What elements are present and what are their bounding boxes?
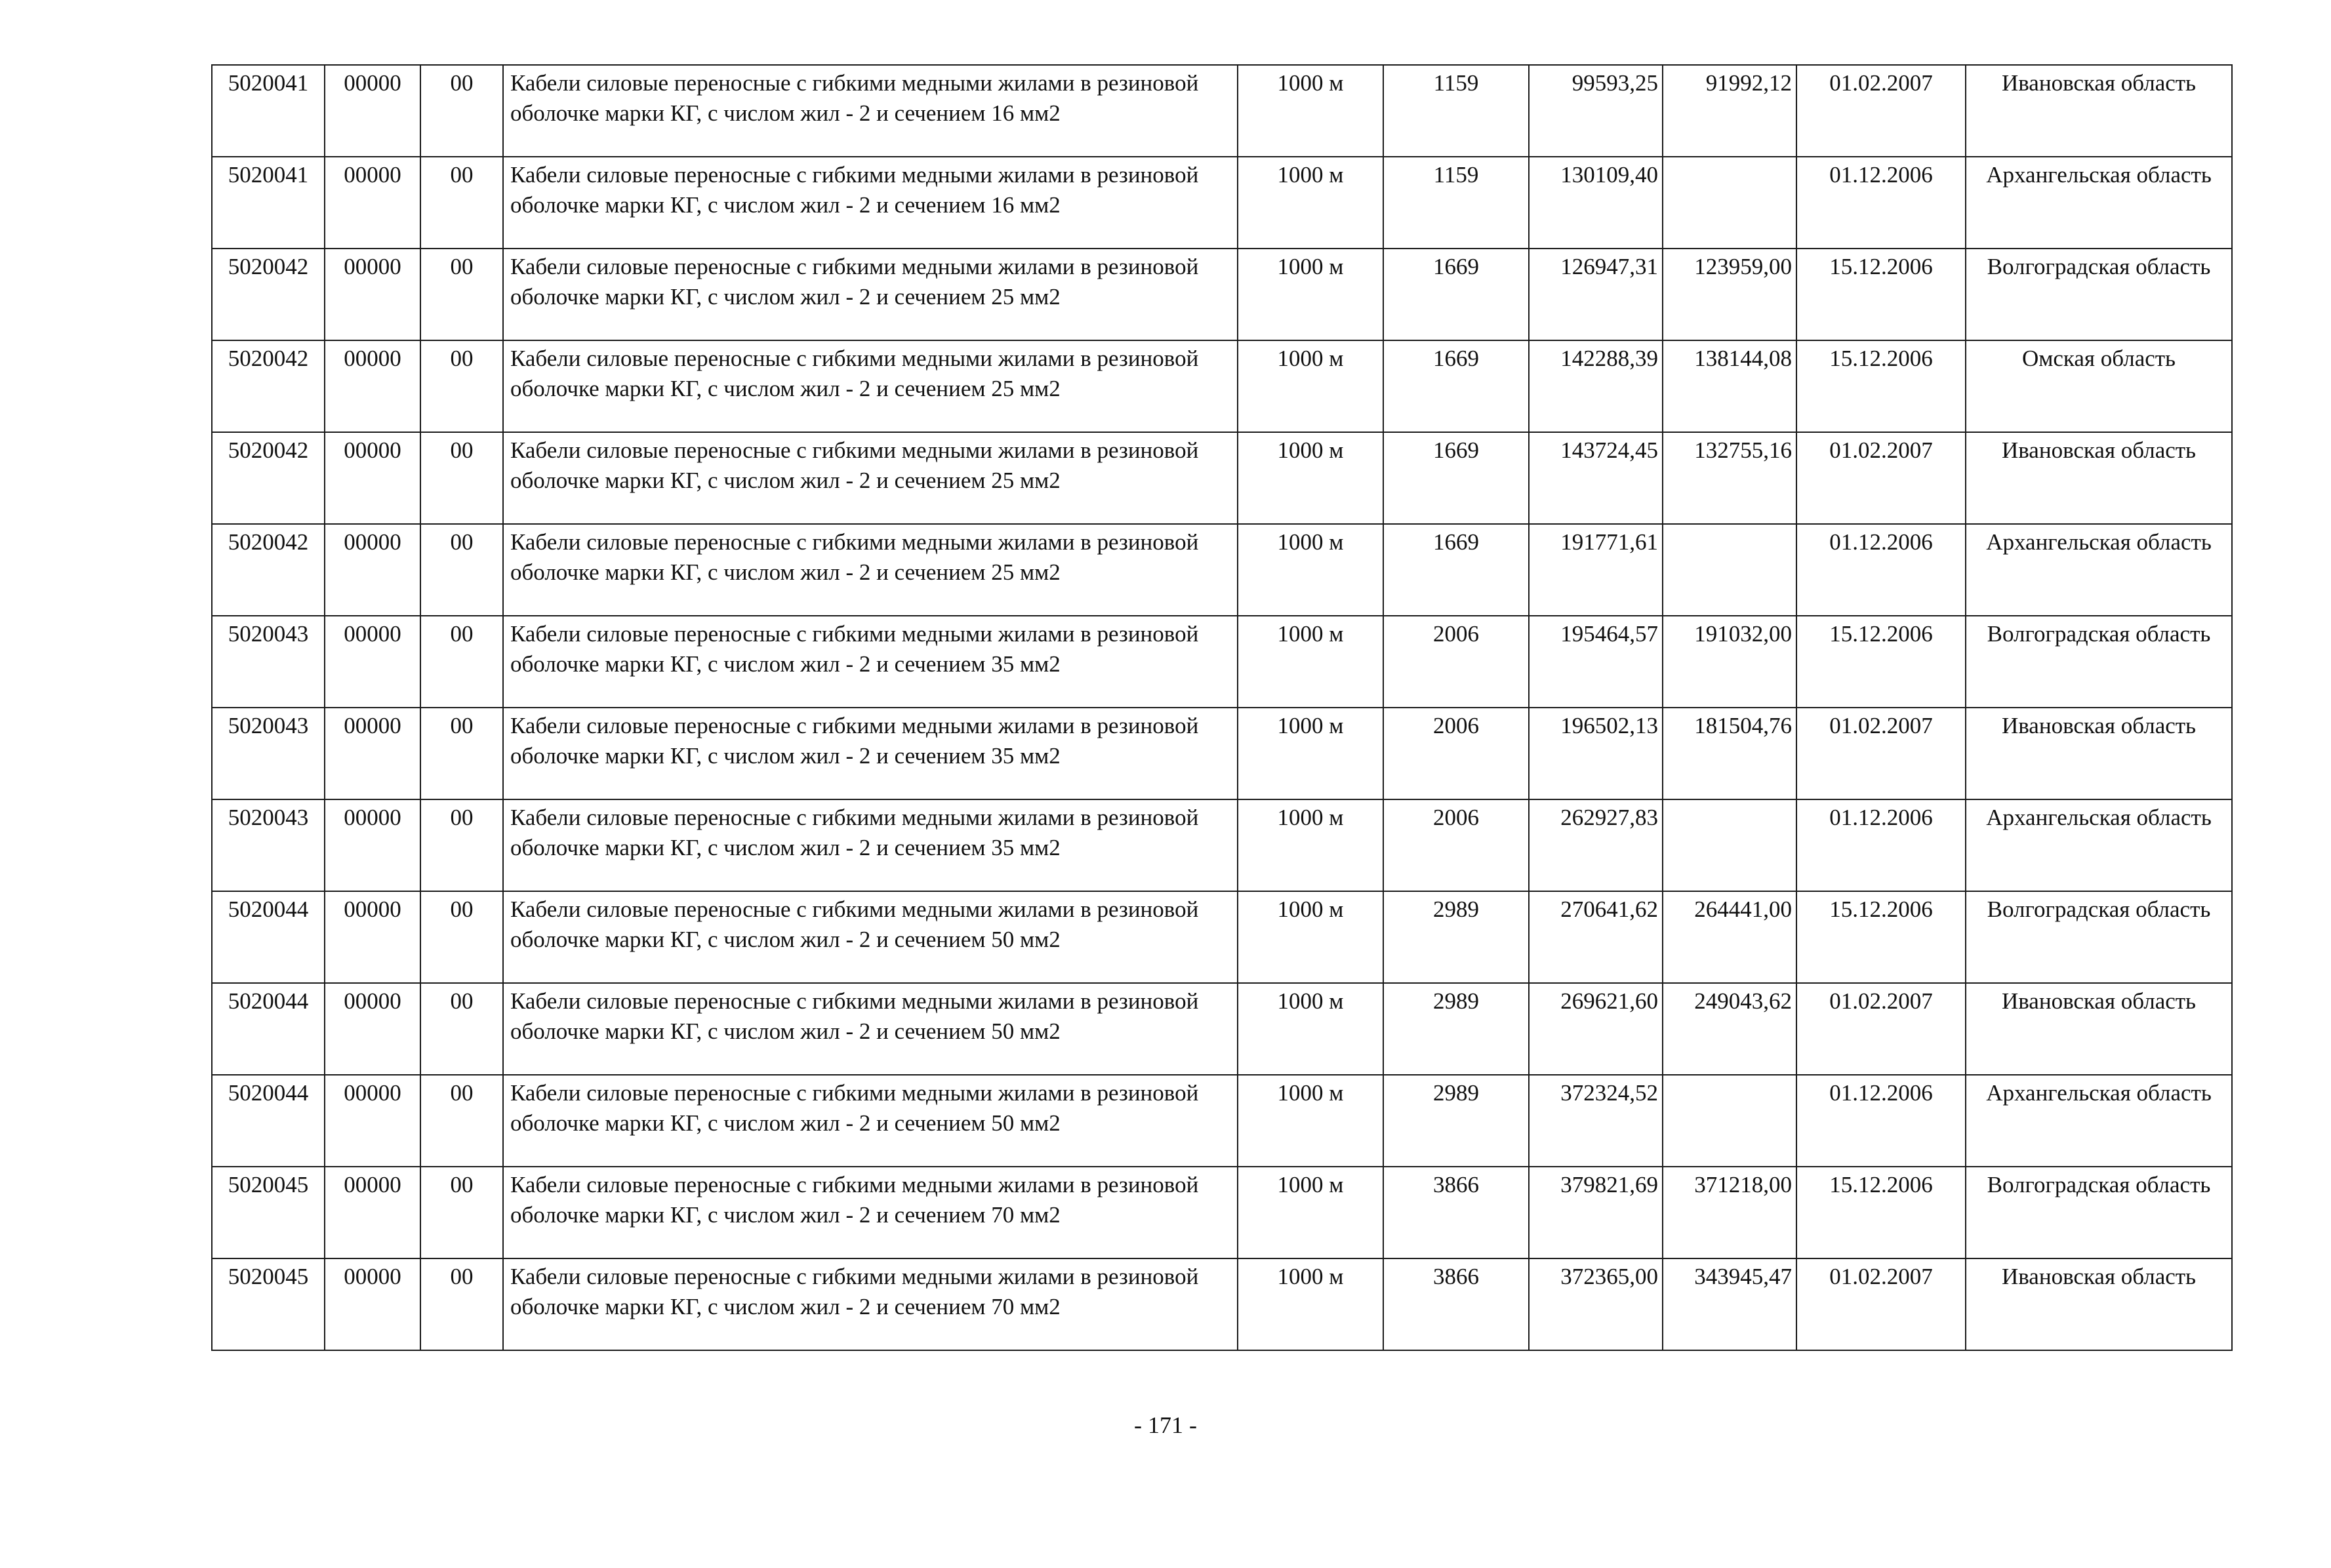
cell-code: 5020043 bbox=[212, 708, 325, 799]
table-row bbox=[212, 891, 2232, 983]
cell-subcode: 00000 bbox=[325, 1075, 420, 1167]
table-row bbox=[212, 1075, 2232, 1167]
cell-price-1: 99593,25 bbox=[1529, 65, 1663, 157]
table-row bbox=[212, 983, 2232, 1075]
cell-subcode-2: 00 bbox=[420, 340, 503, 432]
cell-date: 01.12.2006 bbox=[1796, 1075, 1966, 1167]
cell-unit: 1000 м bbox=[1238, 249, 1383, 340]
cell-code: 5020042 bbox=[212, 432, 325, 524]
cell-unit: 1000 м bbox=[1238, 799, 1383, 891]
cell-date: 01.12.2006 bbox=[1796, 524, 1966, 616]
table-row bbox=[212, 616, 2232, 708]
cell-description: Кабели силовые переносные с гибкими медными жилами в резиновой оболочке марки КГ, с числом жил - 2 и сечением 50 мм2 bbox=[503, 983, 1238, 1075]
cell-unit: 1000 м bbox=[1238, 340, 1383, 432]
cell-region: Архангельская область bbox=[1966, 157, 2232, 249]
cell-region: Архангельская область bbox=[1966, 524, 2232, 616]
cell-date: 01.02.2007 bbox=[1796, 983, 1966, 1075]
cell-price-2: 123959,00 bbox=[1663, 249, 1796, 340]
cell-unit: 1000 м bbox=[1238, 1167, 1383, 1258]
cell-subcode-2: 00 bbox=[420, 799, 503, 891]
cell-subcode-2: 00 bbox=[420, 616, 503, 708]
cell-unit: 1000 м bbox=[1238, 616, 1383, 708]
cell-quantity: 1159 bbox=[1383, 157, 1529, 249]
cell-code: 5020045 bbox=[212, 1167, 325, 1258]
cell-code: 5020045 bbox=[212, 1258, 325, 1350]
cell-price-2: 191032,00 bbox=[1663, 616, 1796, 708]
cell-price-2: 371218,00 bbox=[1663, 1167, 1796, 1258]
cell-region: Ивановская область bbox=[1966, 65, 2232, 157]
cell-code: 5020042 bbox=[212, 249, 325, 340]
cell-region: Волгоградская область bbox=[1966, 891, 2232, 983]
cell-price-1: 372324,52 bbox=[1529, 1075, 1663, 1167]
cell-date: 01.12.2006 bbox=[1796, 799, 1966, 891]
cell-subcode-2: 00 bbox=[420, 1075, 503, 1167]
cell-code: 5020042 bbox=[212, 524, 325, 616]
cell-region: Ивановская область bbox=[1966, 432, 2232, 524]
cell-subcode-2: 00 bbox=[420, 1258, 503, 1350]
cell-price-1: 262927,83 bbox=[1529, 799, 1663, 891]
cell-price-2: 138144,08 bbox=[1663, 340, 1796, 432]
cell-date: 01.12.2006 bbox=[1796, 157, 1966, 249]
page-number: - 171 - bbox=[1134, 1412, 1197, 1438]
cell-price-1: 142288,39 bbox=[1529, 340, 1663, 432]
cell-subcode-2: 00 bbox=[420, 157, 503, 249]
cell-price-2 bbox=[1663, 799, 1796, 891]
cell-description: Кабели силовые переносные с гибкими медными жилами в резиновой оболочке марки КГ, с числом жил - 2 и сечением 25 мм2 bbox=[503, 432, 1238, 524]
cell-description: Кабели силовые переносные с гибкими медными жилами в резиновой оболочке марки КГ, с числом жил - 2 и сечением 50 мм2 bbox=[503, 891, 1238, 983]
cell-price-2: 181504,76 bbox=[1663, 708, 1796, 799]
cell-description: Кабели силовые переносные с гибкими медными жилами в резиновой оболочке марки КГ, с числом жил - 2 и сечением 25 мм2 bbox=[503, 524, 1238, 616]
cell-subcode: 00000 bbox=[325, 1167, 420, 1258]
cell-subcode: 00000 bbox=[325, 249, 420, 340]
cell-region: Волгоградская область bbox=[1966, 1167, 2232, 1258]
table-row bbox=[212, 340, 2232, 432]
cell-code: 5020042 bbox=[212, 340, 325, 432]
cell-quantity: 3866 bbox=[1383, 1167, 1529, 1258]
table-row bbox=[212, 1258, 2232, 1350]
table-row bbox=[212, 249, 2232, 340]
table-row bbox=[212, 708, 2232, 799]
cell-subcode-2: 00 bbox=[420, 708, 503, 799]
cell-date: 01.02.2007 bbox=[1796, 65, 1966, 157]
cell-description: Кабели силовые переносные с гибкими медными жилами в резиновой оболочке марки КГ, с числом жил - 2 и сечением 35 мм2 bbox=[503, 799, 1238, 891]
cell-date: 15.12.2006 bbox=[1796, 616, 1966, 708]
cell-subcode: 00000 bbox=[325, 616, 420, 708]
cell-date: 15.12.2006 bbox=[1796, 891, 1966, 983]
cell-price-2 bbox=[1663, 1075, 1796, 1167]
cell-price-2: 91992,12 bbox=[1663, 65, 1796, 157]
cell-date: 15.12.2006 bbox=[1796, 1167, 1966, 1258]
table-row bbox=[212, 799, 2232, 891]
cell-region: Волгоградская область bbox=[1966, 616, 2232, 708]
cell-price-1: 126947,31 bbox=[1529, 249, 1663, 340]
cell-price-1: 196502,13 bbox=[1529, 708, 1663, 799]
cell-price-1: 130109,40 bbox=[1529, 157, 1663, 249]
cell-quantity: 2989 bbox=[1383, 1075, 1529, 1167]
cell-code: 5020041 bbox=[212, 65, 325, 157]
cell-description: Кабели силовые переносные с гибкими медными жилами в резиновой оболочке марки КГ, с числом жил - 2 и сечением 35 мм2 bbox=[503, 616, 1238, 708]
cell-description: Кабели силовые переносные с гибкими медными жилами в резиновой оболочке марки КГ, с числом жил - 2 и сечением 25 мм2 bbox=[503, 249, 1238, 340]
cell-code: 5020044 bbox=[212, 1075, 325, 1167]
cell-description: Кабели силовые переносные с гибкими медными жилами в резиновой оболочке марки КГ, с числом жил - 2 и сечением 35 мм2 bbox=[503, 708, 1238, 799]
price-table bbox=[211, 64, 2233, 1351]
cell-date: 15.12.2006 bbox=[1796, 340, 1966, 432]
cell-price-1: 143724,45 bbox=[1529, 432, 1663, 524]
table-row bbox=[212, 1167, 2232, 1258]
cell-unit: 1000 м bbox=[1238, 1075, 1383, 1167]
cell-quantity: 2006 bbox=[1383, 616, 1529, 708]
cell-subcode: 00000 bbox=[325, 983, 420, 1075]
cell-code: 5020043 bbox=[212, 616, 325, 708]
cell-price-1: 195464,57 bbox=[1529, 616, 1663, 708]
cell-region: Волгоградская область bbox=[1966, 249, 2232, 340]
cell-price-1: 269621,60 bbox=[1529, 983, 1663, 1075]
cell-description: Кабели силовые переносные с гибкими медными жилами в резиновой оболочке марки КГ, с числом жил - 2 и сечением 70 мм2 bbox=[503, 1167, 1238, 1258]
cell-subcode: 00000 bbox=[325, 340, 420, 432]
cell-subcode-2: 00 bbox=[420, 249, 503, 340]
cell-description: Кабели силовые переносные с гибкими медными жилами в резиновой оболочке марки КГ, с числом жил - 2 и сечением 70 мм2 bbox=[503, 1258, 1238, 1350]
cell-region: Ивановская область bbox=[1966, 983, 2232, 1075]
cell-unit: 1000 м bbox=[1238, 65, 1383, 157]
cell-unit: 1000 м bbox=[1238, 157, 1383, 249]
cell-subcode-2: 00 bbox=[420, 891, 503, 983]
cell-description: Кабели силовые переносные с гибкими медными жилами в резиновой оболочке марки КГ, с числом жил - 2 и сечением 16 мм2 bbox=[503, 65, 1238, 157]
cell-price-1: 191771,61 bbox=[1529, 524, 1663, 616]
cell-price-2: 249043,62 bbox=[1663, 983, 1796, 1075]
cell-unit: 1000 м bbox=[1238, 432, 1383, 524]
cell-subcode-2: 00 bbox=[420, 1167, 503, 1258]
cell-unit: 1000 м bbox=[1238, 1258, 1383, 1350]
cell-description: Кабели силовые переносные с гибкими медными жилами в резиновой оболочке марки КГ, с числом жил - 2 и сечением 16 мм2 bbox=[503, 157, 1238, 249]
cell-code: 5020043 bbox=[212, 799, 325, 891]
cell-unit: 1000 м bbox=[1238, 708, 1383, 799]
cell-description: Кабели силовые переносные с гибкими медными жилами в резиновой оболочке марки КГ, с числом жил - 2 и сечением 50 мм2 bbox=[503, 1075, 1238, 1167]
cell-subcode: 00000 bbox=[325, 432, 420, 524]
cell-subcode-2: 00 bbox=[420, 983, 503, 1075]
table-row bbox=[212, 432, 2232, 524]
cell-unit: 1000 м bbox=[1238, 983, 1383, 1075]
cell-unit: 1000 м bbox=[1238, 891, 1383, 983]
cell-region: Архангельская область bbox=[1966, 799, 2232, 891]
cell-price-2 bbox=[1663, 524, 1796, 616]
cell-quantity: 1669 bbox=[1383, 249, 1529, 340]
cell-subcode: 00000 bbox=[325, 1258, 420, 1350]
cell-subcode: 00000 bbox=[325, 708, 420, 799]
cell-code: 5020044 bbox=[212, 891, 325, 983]
cell-subcode: 00000 bbox=[325, 65, 420, 157]
cell-subcode-2: 00 bbox=[420, 65, 503, 157]
cell-subcode-2: 00 bbox=[420, 432, 503, 524]
table-row bbox=[212, 524, 2232, 616]
cell-date: 01.02.2007 bbox=[1796, 432, 1966, 524]
cell-subcode: 00000 bbox=[325, 891, 420, 983]
cell-quantity: 2989 bbox=[1383, 983, 1529, 1075]
cell-date: 15.12.2006 bbox=[1796, 249, 1966, 340]
cell-price-2: 343945,47 bbox=[1663, 1258, 1796, 1350]
cell-region: Омская область bbox=[1966, 340, 2232, 432]
cell-quantity: 2006 bbox=[1383, 708, 1529, 799]
cell-region: Ивановская область bbox=[1966, 708, 2232, 799]
cell-quantity: 2006 bbox=[1383, 799, 1529, 891]
cell-price-2: 132755,16 bbox=[1663, 432, 1796, 524]
cell-quantity: 1669 bbox=[1383, 340, 1529, 432]
cell-code: 5020041 bbox=[212, 157, 325, 249]
cell-description: Кабели силовые переносные с гибкими медными жилами в резиновой оболочке марки КГ, с числом жил - 2 и сечением 25 мм2 bbox=[503, 340, 1238, 432]
cell-date: 01.02.2007 bbox=[1796, 1258, 1966, 1350]
table-row bbox=[212, 65, 2232, 157]
cell-region: Ивановская область bbox=[1966, 1258, 2232, 1350]
cell-quantity: 1159 bbox=[1383, 65, 1529, 157]
cell-subcode-2: 00 bbox=[420, 524, 503, 616]
cell-price-2 bbox=[1663, 157, 1796, 249]
cell-price-1: 270641,62 bbox=[1529, 891, 1663, 983]
cell-quantity: 1669 bbox=[1383, 432, 1529, 524]
cell-subcode: 00000 bbox=[325, 524, 420, 616]
cell-unit: 1000 м bbox=[1238, 524, 1383, 616]
table-body bbox=[212, 65, 2232, 1350]
table-row bbox=[212, 157, 2232, 249]
cell-date: 01.02.2007 bbox=[1796, 708, 1966, 799]
cell-region: Архангельская область bbox=[1966, 1075, 2232, 1167]
cell-code: 5020044 bbox=[212, 983, 325, 1075]
cell-subcode: 00000 bbox=[325, 157, 420, 249]
cell-quantity: 3866 bbox=[1383, 1258, 1529, 1350]
cell-price-1: 379821,69 bbox=[1529, 1167, 1663, 1258]
cell-quantity: 1669 bbox=[1383, 524, 1529, 616]
cell-price-2: 264441,00 bbox=[1663, 891, 1796, 983]
cell-subcode: 00000 bbox=[325, 799, 420, 891]
cell-quantity: 2989 bbox=[1383, 891, 1529, 983]
cell-price-1: 372365,00 bbox=[1529, 1258, 1663, 1350]
